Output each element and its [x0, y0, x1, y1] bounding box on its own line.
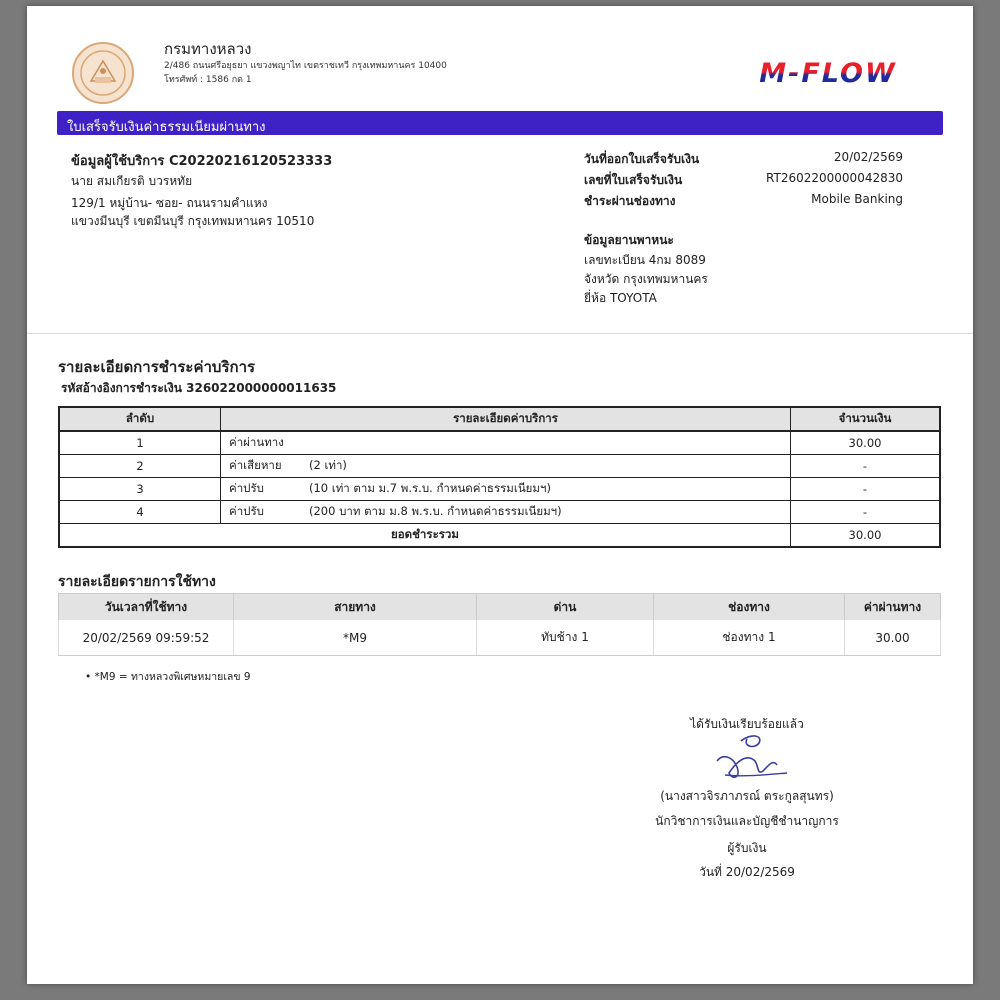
signer-role: ผู้รับเงิน [727, 841, 767, 855]
vehicle-plate: เลขทะเบียน 4กม 8089 [584, 253, 706, 267]
table-row: 1 ค่าผ่านทาง 30.00 [59, 431, 940, 455]
payment-table [58, 406, 941, 548]
table-row: 20/02/2569 09:59:52 *M9 ทับช้าง 1 ช่องทาง 1 30.00 [59, 620, 941, 656]
col-header-no: ลำดับ [59, 407, 221, 431]
col-header-route: สายทาง [234, 594, 477, 621]
bullet-icon: • [85, 671, 92, 683]
banner-title: ใบเสร็จรับเงินค่าธรรมเนียมผ่านทาง [67, 120, 266, 135]
vehicle-info-label: ข้อมูลยานพาหนะ [584, 233, 674, 247]
col-header-amount: จำนวนเงิน [791, 407, 941, 431]
customer-info-label: ข้อมูลผู้ใช้บริการ C20220216120523333 [71, 154, 333, 169]
usage-table [58, 593, 941, 656]
total-value: 30.00 [791, 524, 941, 548]
payment-channel-value: Mobile Banking [811, 192, 903, 206]
signature-icon [703, 731, 793, 783]
usage-section-title: รายละเอียดรายการใช้ทาง [58, 574, 216, 590]
signer-name: (นางสาวจิรภาภรณ์ ตระกูลสุนทร) [660, 789, 834, 803]
col-header-fee: ค่าผ่านทาง [845, 594, 941, 621]
logo-text: M-FLOW [759, 60, 897, 86]
m-flow-logo [717, 60, 939, 86]
col-header-datetime: วันเวลาที่ใช้ทาง [59, 594, 234, 621]
org-tel: โทรศัพท์ : 1586 กด 1 [164, 75, 252, 85]
department-of-highways-seal-icon [71, 41, 135, 105]
total-label: ยอดชำระรวม [59, 524, 791, 548]
col-header-lane: ช่องทาง [654, 594, 845, 621]
vehicle-brand: ยี่ห้อ TOYOTA [584, 291, 657, 305]
receipt-page [27, 6, 973, 984]
section-divider [27, 333, 973, 334]
table-row: 2 ค่าเสียหาย (2 เท่า) - [59, 455, 940, 478]
customer-name: นาย สมเกียรติ บวรหทัย [71, 174, 193, 188]
signer-position: นักวิชาการเงินและบัญชีชำนาญการ [655, 814, 839, 828]
footnote: • *M9 = ทางหลวงพิเศษหมายเลข 9 [85, 671, 251, 683]
payment-section-title: รายละเอียดการชำระค่าบริการ [58, 358, 256, 376]
customer-address-2: แขวงมีนบุรี เขตมีนบุรี กรุงเทพมหานคร 10510 [71, 214, 315, 228]
payment-reference: รหัสอ้างอิงการชำระเงิน 326022000000011635 [61, 381, 337, 395]
vehicle-province: จังหวัด กรุงเทพมหานคร [584, 272, 708, 286]
receipt-date-value: 20/02/2569 [833, 150, 903, 164]
table-row: 3 ค่าปรับ (10 เท่า ตาม ม.7 พ.ร.บ. กำหนดค่าธรรมเนียมฯ) - [59, 478, 940, 501]
receipt-date-label: วันที่ออกใบเสร็จรับเงิน [584, 152, 700, 166]
signature-date: วันที่ 20/02/2569 [699, 865, 795, 879]
col-header-station: ด่าน [477, 594, 654, 621]
col-header-detail: รายละเอียดค่าบริการ [221, 407, 791, 431]
customer-address-1: 129/1 หมู่บ้าน- ซอย- ถนนรามคำแหง [71, 196, 268, 210]
receipt-number-label: เลขที่ใบเสร็จรับเงิน [584, 173, 683, 187]
org-name: กรมทางหลวง [164, 40, 252, 58]
payment-channel-label: ชำระผ่านช่องทาง [584, 194, 676, 208]
table-row: 4 ค่าปรับ (200 บาท ตาม ม.8 พ.ร.บ. กำหนดค่าธรรมเนียมฯ) - [59, 501, 940, 524]
total-row [59, 524, 940, 548]
receipt-number-value: RT2602200000042830 [766, 171, 903, 185]
received-text: ได้รับเงินเรียบร้อยแล้ว [690, 717, 804, 731]
org-address: 2/486 ถนนศรีอยุธยา แขวงพญาไท เขตราชเทวี กรุงเทพมหานคร 10400 [164, 61, 447, 71]
customer-id: C20220216120523333 [168, 154, 333, 169]
